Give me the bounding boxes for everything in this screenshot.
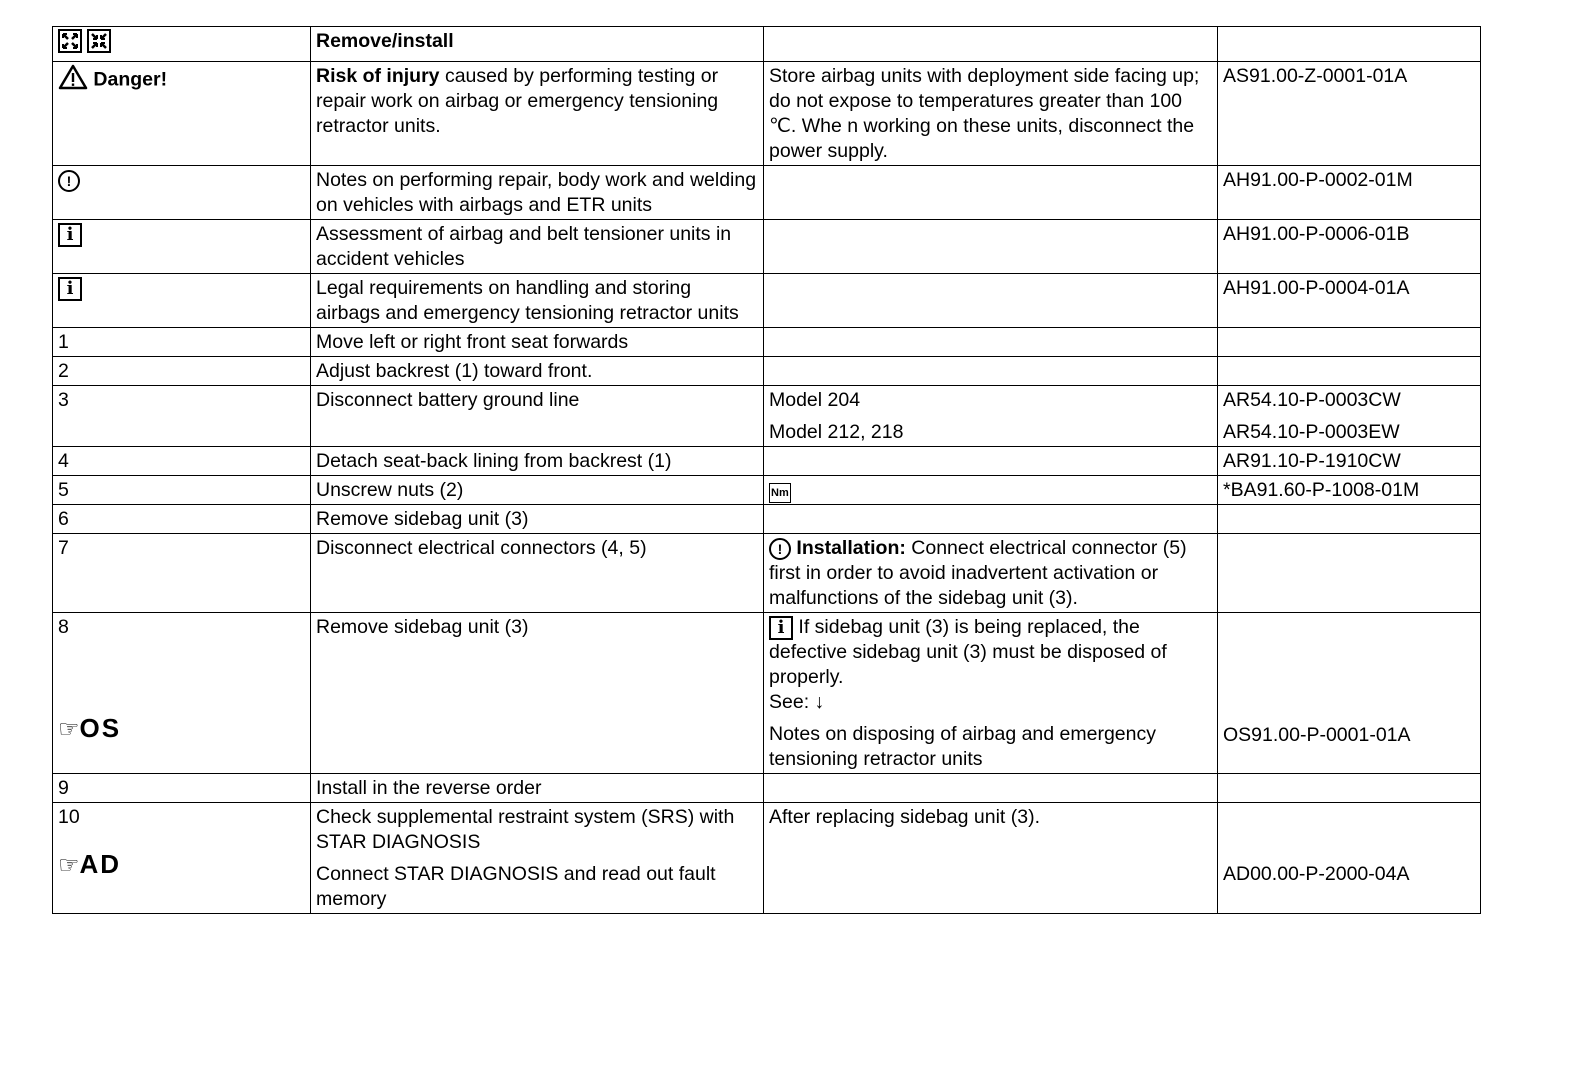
header-icons [53,27,311,62]
step-text: Adjust backrest (1) toward front. [311,357,764,386]
step-text: Move left or right front seat forwards [311,328,764,357]
step-ref: AR54.10-P-0003EW [1223,421,1400,443]
step-row [53,803,1481,914]
step-text: Disconnect electrical connectors (4, 5) [311,534,764,613]
danger-ref: AS91.00-Z-0001-01A [1218,62,1481,166]
step-number: 5 [53,476,311,505]
step-note: ! Installation: Connect electrical connector (5) first in order to avoid inadvertent activation or malfunctions of the sidebag unit (3). [764,534,1218,613]
model-label: Model 212, 218 [769,421,904,443]
warning-triangle-icon [58,64,88,97]
note-row [53,274,1481,328]
step-text: Install in the reverse order [311,774,764,803]
step-number: 9 [53,774,311,803]
step-row [53,476,1481,505]
step-text: Remove sidebag unit (3) [311,505,764,534]
note-ref: AH91.00-P-0002-01M [1218,166,1481,220]
ref-code: AD [79,849,122,879]
step-row [53,386,1481,447]
step-ref: AR91.10-P-1910CW [1218,447,1481,476]
torque-nm-icon: Nm [769,483,791,503]
step-number: 6 [53,505,311,534]
step-text: Disconnect battery ground line [311,386,764,447]
note-row [53,220,1481,274]
step-text: Remove sidebag unit (3) [311,613,764,774]
remove-icon [58,29,82,60]
sub-note: Notes on disposing of airbag and emergency tensioning retractor units [769,723,1156,770]
step-row [53,447,1481,476]
header-row [53,27,1481,62]
step-ref: *BA91.60-P-1008-01M [1218,476,1481,505]
note-row [53,166,1481,220]
step-number: 2 [53,357,311,386]
info-icon: i [58,223,82,247]
info-icon: i [58,277,82,301]
procedure-table [52,26,1481,914]
step-text: Unscrew nuts (2) [311,476,764,505]
note-ref: AH91.00-P-0004-01A [1218,274,1481,328]
pointing-hand-icon: ☞ [58,716,80,743]
step-row [53,613,1481,774]
model-label: Model 204 [769,389,861,411]
step-number: 10 [58,806,80,828]
note-text: Notes on performing repair, body work and welding on vehicles with airbags and ETR units [311,166,764,220]
danger-label: Danger! [93,68,168,91]
step-number: 3 [53,386,311,447]
info-icon: i [769,616,793,640]
step-row [53,505,1481,534]
notice-icon: ! [58,170,80,192]
sub-text: Connect STAR DIAGNOSIS and read out fault memory [316,863,716,910]
danger-note: Store airbag units with deployment side facing up; do not expose to temperatures greater than 100 ℃. Whe n working on these units, disconnect the power supply. [764,62,1218,166]
pointing-hand-icon: ☞ [58,852,80,879]
step-number: 7 [53,534,311,613]
ref-code: OS [79,713,122,743]
step-number: 8 [58,616,69,638]
step-text: Check supplemental restraint system (SRS) with STAR DIAGNOSIS [316,806,735,853]
step-number: 4 [53,447,311,476]
notice-icon: ! [769,538,791,560]
step-row [53,357,1481,386]
danger-row [53,62,1481,166]
danger-text: Risk of injury caused by performing testing or repair work on airbag or emergency tensioning retractor units. [311,62,764,166]
step-row [53,534,1481,613]
step-ref: AD00.00-P-2000-04A [1223,863,1410,885]
note-ref: AH91.00-P-0006-01B [1218,220,1481,274]
see-reference: See: ↓ [769,691,825,713]
step-note: i If sidebag unit (3) is being replaced, the defective sidebag unit (3) must be disposed of properly. [769,616,1167,688]
header-title: Remove/install [311,27,764,62]
step-ref: OS91.00-P-0001-01A [1223,724,1411,746]
install-icon [87,29,111,60]
note-text: Assessment of airbag and belt tensioner units in accident vehicles [311,220,764,274]
note-text: Legal requirements on handling and storing airbags and emergency tensioning retractor units [311,274,764,328]
step-text: Detach seat-back lining from backrest (1) [311,447,764,476]
step-note: After replacing sidebag unit (3). [764,803,1218,914]
step-number: 1 [53,328,311,357]
step-row [53,328,1481,357]
step-row [53,774,1481,803]
step-ref: AR54.10-P-0003CW [1223,389,1401,411]
